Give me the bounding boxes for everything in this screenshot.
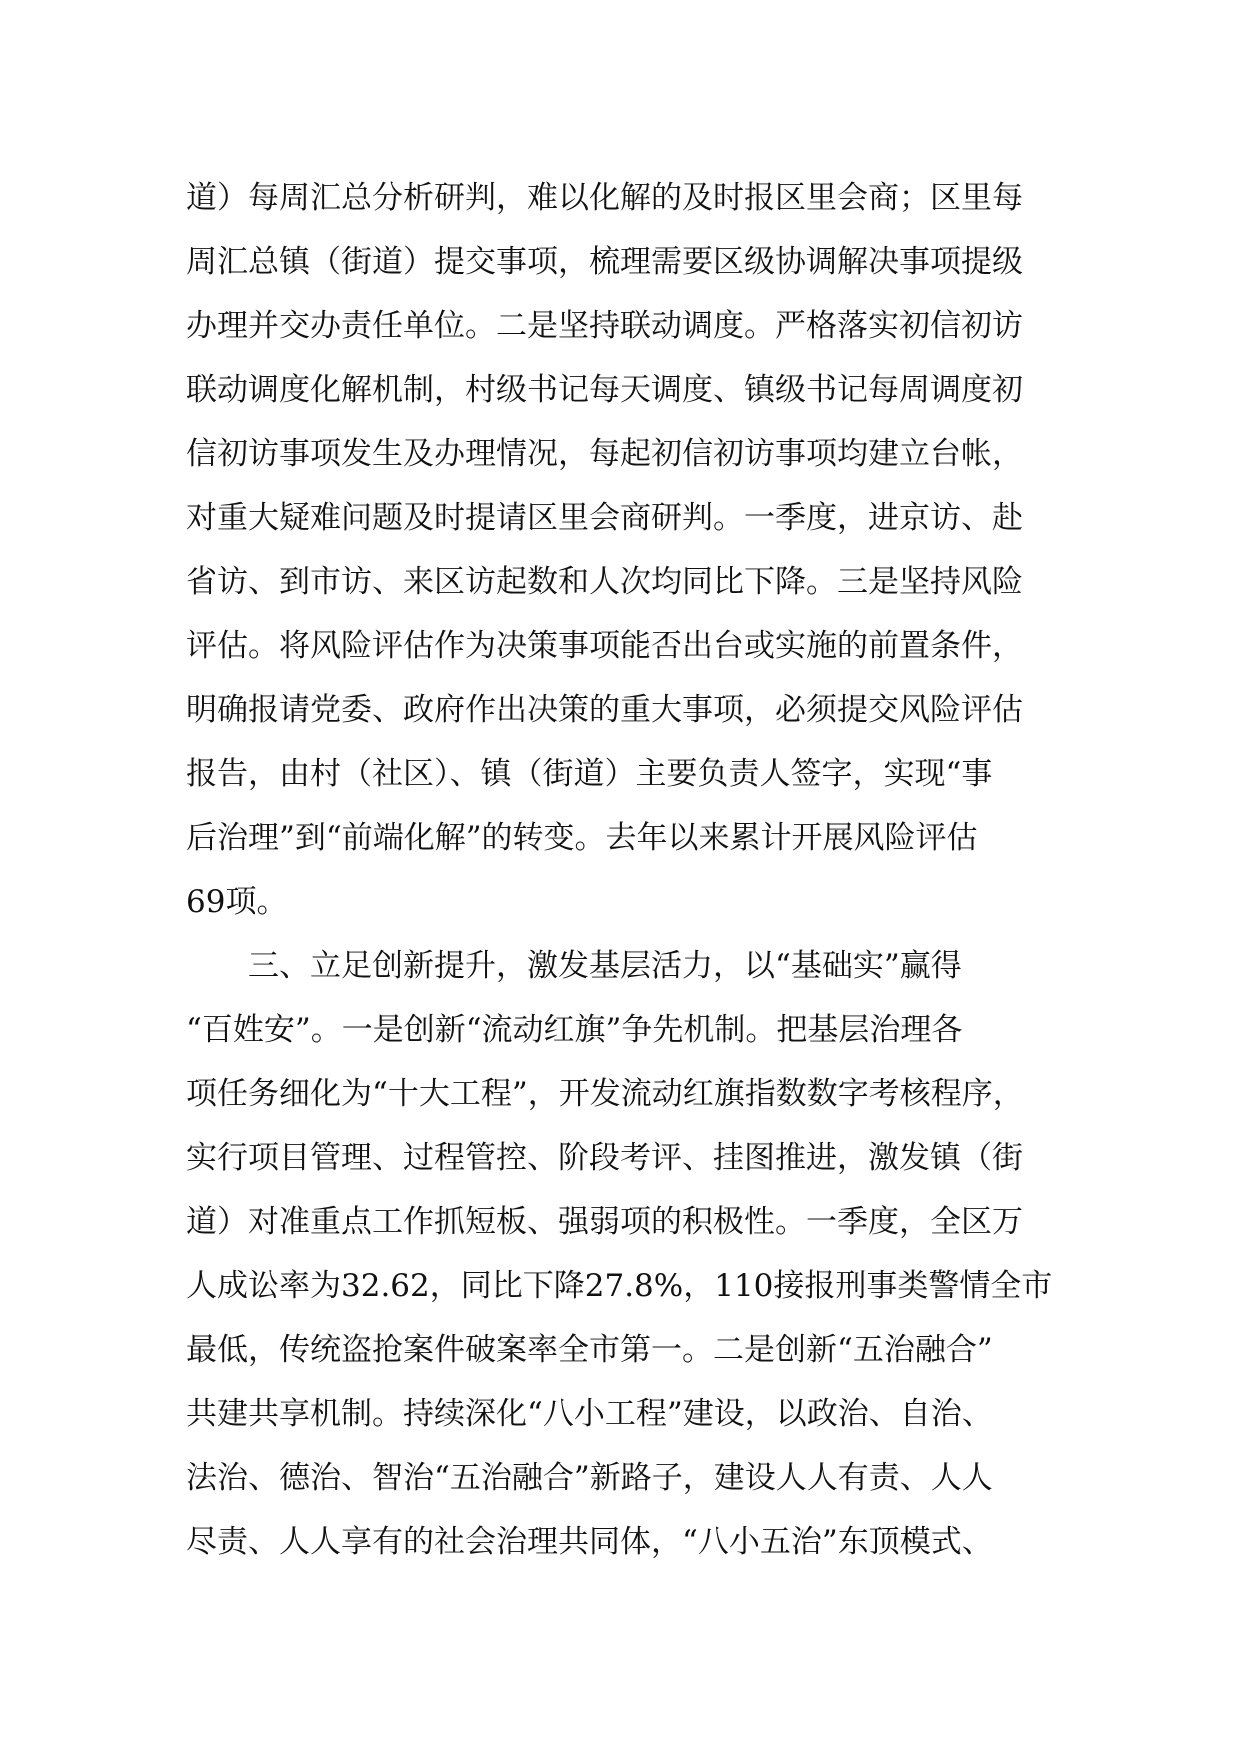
text-line: “百姓安”。一是创新“流动红旗”争先机制。把基层治理各 <box>186 1012 963 1048</box>
text-line: 后治理”到“前端化解”的转变。去年以来累计开展风险评估 <box>186 820 978 856</box>
text-line: 法治、德治、智治“五治融合”新路子，建设人人有责、人人 <box>186 1460 993 1496</box>
text-line: 尽责、人人享有的社会治理共同体，“八小五治”东顶模式、 <box>186 1524 993 1560</box>
text-line: 共建共享机制。持续深化“八小工程”建设，以政治、自治、 <box>186 1396 993 1432</box>
body-text <box>186 166 1086 1574</box>
text-line: 信初访事项发生及办理情况，每起初信初访事项均建立台帐， <box>186 436 1023 472</box>
text-line: 人成讼率为32.62，同比下降27.8%，110接报刑事类警情全市 <box>186 1268 1053 1304</box>
text-line: 明确报请党委、政府作出决策的重大事项，必须提交风险评估 <box>186 692 1023 728</box>
text-line: 69项。 <box>186 884 288 920</box>
text-line: 项任务细化为“十大工程”，开发流动红旗指数数字考核程序， <box>186 1076 1024 1112</box>
text-line: 对重大疑难问题及时提请区里会商研判。一季度，进京访、赴 <box>186 500 1023 536</box>
text-line: 道）对准重点工作抓短板、强弱项的积极性。一季度，全区万 <box>186 1204 1023 1240</box>
text-line: 周汇总镇（街道）提交事项，梳理需要区级协调解决事项提级 <box>186 244 1023 280</box>
text-line: 报告，由村（社区）、镇（街道）主要负责人签字，实现“事 <box>186 756 993 792</box>
text-line: 最低，传统盗抢案件破案率全市第一。二是创新“五治融合” <box>186 1332 993 1368</box>
text-line: 办理并交办责任单位。二是坚持联动调度。严格落实初信初访 <box>186 308 1023 344</box>
text-line: 实行项目管理、过程管控、阶段考评、挂图推进，激发镇（街 <box>186 1140 1023 1176</box>
text-line: 联动调度化解机制，村级书记每天调度、镇级书记每周调度初 <box>186 372 1023 408</box>
text-line: 评估。将风险评估作为决策事项能否出台或实施的前置条件， <box>186 628 1023 664</box>
text-line: 省访、到市访、来区访起数和人次均同比下降。三是坚持风险 <box>186 564 1023 600</box>
section-heading-line: 三、立足创新提升，激发基层活力，以“基础实”赢得 <box>186 948 962 984</box>
text-line: 道）每周汇总分析研判，难以化解的及时报区里会商；区里每 <box>186 180 1023 216</box>
